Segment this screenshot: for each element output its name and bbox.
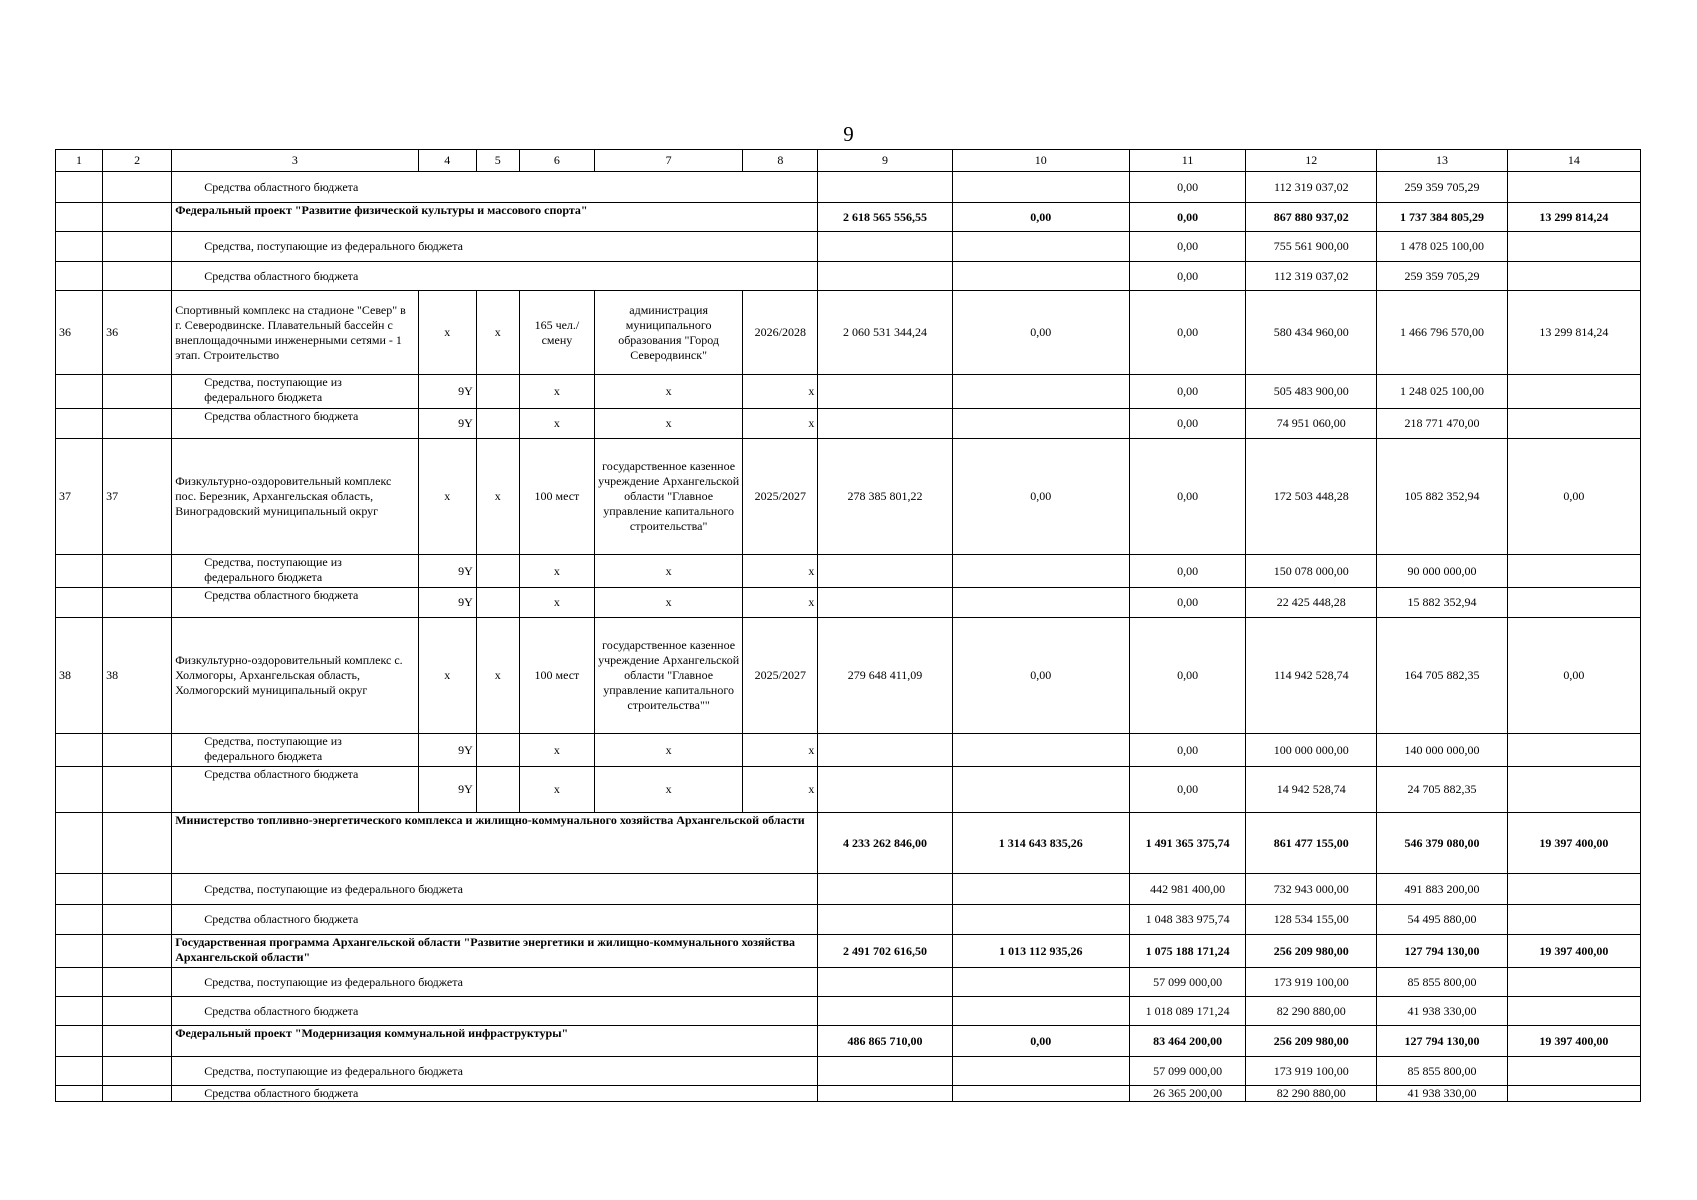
column-number-13: 13 bbox=[1377, 150, 1507, 172]
funding-source-label: Средства, поступающие из федерального бюджета bbox=[172, 375, 418, 409]
amount-col-10: 0,00 bbox=[952, 439, 1129, 555]
funding-source-label: Средства областного бюджета bbox=[172, 1086, 818, 1102]
col-2-cell bbox=[103, 375, 172, 409]
amount-col-9: 2 618 565 556,55 bbox=[818, 203, 952, 232]
col-5-value bbox=[476, 767, 519, 813]
amount-col-9 bbox=[818, 734, 952, 767]
table-row bbox=[56, 375, 1641, 409]
amount-col-12: 732 943 000,00 bbox=[1246, 874, 1377, 905]
capacity: х bbox=[519, 767, 594, 813]
amount-col-11: 0,00 bbox=[1129, 734, 1245, 767]
amount-col-9: 486 865 710,00 bbox=[818, 1026, 952, 1057]
amount-col-9 bbox=[818, 409, 952, 439]
period: х bbox=[743, 767, 818, 813]
column-number-1: 1 bbox=[56, 150, 103, 172]
col-5-value bbox=[476, 588, 519, 618]
amount-col-13: 218 771 470,00 bbox=[1377, 409, 1507, 439]
col-2-cell bbox=[103, 232, 172, 262]
amount-col-10 bbox=[952, 968, 1129, 997]
page-number: 9 bbox=[843, 122, 854, 146]
col-1-cell bbox=[56, 905, 103, 935]
table-row bbox=[56, 935, 1641, 968]
capacity: х bbox=[519, 555, 594, 588]
customer: х bbox=[594, 555, 742, 588]
amount-col-9: 278 385 801,22 bbox=[818, 439, 952, 555]
funding-source-label: Средства, поступающие из федерального бюджета bbox=[172, 968, 818, 997]
amount-col-10 bbox=[952, 409, 1129, 439]
funding-source-label: Средства областного бюджета bbox=[172, 588, 418, 618]
amount-col-9 bbox=[818, 262, 952, 291]
amount-col-14 bbox=[1507, 1057, 1640, 1086]
amount-col-13: 1 478 025 100,00 bbox=[1377, 232, 1507, 262]
amount-col-11: 1 075 188 171,24 bbox=[1129, 935, 1245, 968]
col-2-cell bbox=[103, 997, 172, 1026]
amount-col-14 bbox=[1507, 232, 1640, 262]
amount-col-10 bbox=[952, 555, 1129, 588]
column-number-12: 12 bbox=[1246, 150, 1377, 172]
amount-col-13: 41 938 330,00 bbox=[1377, 997, 1507, 1026]
amount-col-9 bbox=[818, 767, 952, 813]
amount-col-11: 0,00 bbox=[1129, 767, 1245, 813]
amount-col-12: 112 319 037,02 bbox=[1246, 262, 1377, 291]
funding-source-label: Средства областного бюджета bbox=[172, 262, 818, 291]
col-1-cell bbox=[56, 813, 103, 874]
col-2-cell bbox=[103, 203, 172, 232]
amount-col-10 bbox=[952, 232, 1129, 262]
customer: х bbox=[594, 588, 742, 618]
amount-col-13: 127 794 130,00 bbox=[1377, 935, 1507, 968]
col-1-cell bbox=[56, 997, 103, 1026]
amount-col-9 bbox=[818, 1057, 952, 1086]
table-row bbox=[56, 172, 1641, 203]
amount-col-9 bbox=[818, 172, 952, 203]
capacity: х bbox=[519, 375, 594, 409]
amount-col-14 bbox=[1507, 555, 1640, 588]
col-1-cell bbox=[56, 1057, 103, 1086]
col-1-cell bbox=[56, 734, 103, 767]
amount-col-9: 2 491 702 616,50 bbox=[818, 935, 952, 968]
period: 2025/2027 bbox=[743, 439, 818, 555]
period: х bbox=[743, 555, 818, 588]
customer: администрация муниципального образования "Город Северодвинск" bbox=[594, 291, 742, 375]
table-row bbox=[56, 874, 1641, 905]
section-title: Министерство топливно-энергетического комплекса и жилищно-коммунального хозяйства Архангельской области bbox=[172, 813, 818, 874]
amount-col-12: 867 880 937,02 bbox=[1246, 203, 1377, 232]
amount-col-10 bbox=[952, 172, 1129, 203]
amount-col-9 bbox=[818, 588, 952, 618]
capacity: х bbox=[519, 409, 594, 439]
col-2-cell bbox=[103, 1057, 172, 1086]
table-row bbox=[56, 813, 1641, 874]
table-row bbox=[56, 555, 1641, 588]
period: х bbox=[743, 588, 818, 618]
amount-col-14 bbox=[1507, 997, 1640, 1026]
amount-col-10: 0,00 bbox=[952, 291, 1129, 375]
amount-col-13: 1 737 384 805,29 bbox=[1377, 203, 1507, 232]
funding-source-label: Средства, поступающие из федерального бюджета bbox=[172, 734, 418, 767]
amount-col-10: 0,00 bbox=[952, 618, 1129, 734]
object-number: 38 bbox=[103, 618, 172, 734]
col-4-value: 9Y bbox=[418, 555, 476, 588]
section-title: Федеральный проект "Модернизация коммунальной инфраструктуры" bbox=[172, 1026, 818, 1057]
amount-col-14 bbox=[1507, 968, 1640, 997]
period: 2026/2028 bbox=[743, 291, 818, 375]
col-5-value: х bbox=[476, 439, 519, 555]
amount-col-10: 1 314 643 835,26 bbox=[952, 813, 1129, 874]
amount-col-13: 15 882 352,94 bbox=[1377, 588, 1507, 618]
amount-col-11: 83 464 200,00 bbox=[1129, 1026, 1245, 1057]
amount-col-12: 112 319 037,02 bbox=[1246, 172, 1377, 203]
amount-col-10 bbox=[952, 375, 1129, 409]
amount-col-10 bbox=[952, 767, 1129, 813]
amount-col-9 bbox=[818, 375, 952, 409]
amount-col-13: 140 000 000,00 bbox=[1377, 734, 1507, 767]
section-title: Федеральный проект "Развитие физической культуры и массового спорта" bbox=[172, 203, 818, 232]
funding-source-label: Средства, поступающие из федерального бюджета bbox=[172, 232, 818, 262]
amount-col-11: 26 365 200,00 bbox=[1129, 1086, 1245, 1102]
amount-col-13: 259 359 705,29 bbox=[1377, 262, 1507, 291]
amount-col-10: 0,00 bbox=[952, 1026, 1129, 1057]
col-5-value: х bbox=[476, 618, 519, 734]
funding-source-label: Средства, поступающие из федерального бюджета bbox=[172, 1057, 818, 1086]
budget-table bbox=[55, 149, 1641, 1102]
table-row bbox=[56, 291, 1641, 375]
col-1-cell bbox=[56, 767, 103, 813]
col-1-cell bbox=[56, 1026, 103, 1057]
col-1-cell bbox=[56, 262, 103, 291]
amount-col-9: 279 648 411,09 bbox=[818, 618, 952, 734]
table-row bbox=[56, 439, 1641, 555]
amount-col-13: 1 466 796 570,00 bbox=[1377, 291, 1507, 375]
amount-col-13: 41 938 330,00 bbox=[1377, 1086, 1507, 1102]
col-5-value bbox=[476, 555, 519, 588]
capacity: 165 чел./смену bbox=[519, 291, 594, 375]
funding-source-label: Средства областного бюджета bbox=[172, 905, 818, 935]
amount-col-12: 128 534 155,00 bbox=[1246, 905, 1377, 935]
col-2-cell bbox=[103, 734, 172, 767]
funding-source-label: Средства областного бюджета bbox=[172, 172, 818, 203]
amount-col-14: 13 299 814,24 bbox=[1507, 203, 1640, 232]
amount-col-12: 861 477 155,00 bbox=[1246, 813, 1377, 874]
period: х bbox=[743, 409, 818, 439]
column-number-8: 8 bbox=[743, 150, 818, 172]
amount-col-12: 256 209 980,00 bbox=[1246, 1026, 1377, 1057]
amount-col-10 bbox=[952, 905, 1129, 935]
amount-col-12: 82 290 880,00 bbox=[1246, 997, 1377, 1026]
amount-col-11: 0,00 bbox=[1129, 375, 1245, 409]
amount-col-14 bbox=[1507, 588, 1640, 618]
col-2-cell bbox=[103, 555, 172, 588]
amount-col-11: 0,00 bbox=[1129, 172, 1245, 203]
amount-col-12: 100 000 000,00 bbox=[1246, 734, 1377, 767]
column-number-14: 14 bbox=[1507, 150, 1640, 172]
amount-col-10: 0,00 bbox=[952, 203, 1129, 232]
column-number-5: 5 bbox=[476, 150, 519, 172]
amount-col-9 bbox=[818, 997, 952, 1026]
amount-col-13: 259 359 705,29 bbox=[1377, 172, 1507, 203]
column-number-4: 4 bbox=[418, 150, 476, 172]
amount-col-10: 1 013 112 935,26 bbox=[952, 935, 1129, 968]
funding-source-label: Средства областного бюджета bbox=[172, 409, 418, 439]
amount-col-11: 1 048 383 975,74 bbox=[1129, 905, 1245, 935]
amount-col-11: 0,00 bbox=[1129, 262, 1245, 291]
amount-col-10 bbox=[952, 1057, 1129, 1086]
col-2-cell bbox=[103, 905, 172, 935]
amount-col-14: 19 397 400,00 bbox=[1507, 1026, 1640, 1057]
amount-col-9: 4 233 262 846,00 bbox=[818, 813, 952, 874]
col-1-cell bbox=[56, 555, 103, 588]
amount-col-14: 0,00 bbox=[1507, 618, 1640, 734]
customer: х bbox=[594, 767, 742, 813]
customer: государственное казенное учреждение Архангельской области "Главное управление капитального строительства" bbox=[594, 439, 742, 555]
col-1-cell bbox=[56, 874, 103, 905]
table-row bbox=[56, 618, 1641, 734]
amount-col-13: 1 248 025 100,00 bbox=[1377, 375, 1507, 409]
col-1-cell bbox=[56, 588, 103, 618]
col-1-cell bbox=[56, 1086, 103, 1102]
object-number: 37 bbox=[103, 439, 172, 555]
amount-col-11: 442 981 400,00 bbox=[1129, 874, 1245, 905]
amount-col-13: 164 705 882,35 bbox=[1377, 618, 1507, 734]
amount-col-12: 580 434 960,00 bbox=[1246, 291, 1377, 375]
amount-col-13: 24 705 882,35 bbox=[1377, 767, 1507, 813]
table-row bbox=[56, 905, 1641, 935]
amount-col-9 bbox=[818, 968, 952, 997]
amount-col-14: 13 299 814,24 bbox=[1507, 291, 1640, 375]
capacity: х bbox=[519, 588, 594, 618]
amount-col-11: 0,00 bbox=[1129, 555, 1245, 588]
amount-col-9 bbox=[818, 905, 952, 935]
amount-col-14: 19 397 400,00 bbox=[1507, 935, 1640, 968]
table-row bbox=[56, 232, 1641, 262]
col-2-cell bbox=[103, 968, 172, 997]
amount-col-14 bbox=[1507, 1086, 1640, 1102]
amount-col-14 bbox=[1507, 409, 1640, 439]
column-number-2: 2 bbox=[103, 150, 172, 172]
col-5-value bbox=[476, 734, 519, 767]
capacity: 100 мест bbox=[519, 439, 594, 555]
capacity: х bbox=[519, 734, 594, 767]
amount-col-11: 1 491 365 375,74 bbox=[1129, 813, 1245, 874]
section-title: Государственная программа Архангельской области "Развитие энергетики и жилищно-коммунального хозяйства Архангельской области" bbox=[172, 935, 818, 968]
amount-col-12: 150 078 000,00 bbox=[1246, 555, 1377, 588]
col-1-cell bbox=[56, 172, 103, 203]
amount-col-12: 173 919 100,00 bbox=[1246, 1057, 1377, 1086]
amount-col-12: 256 209 980,00 bbox=[1246, 935, 1377, 968]
table-row bbox=[56, 409, 1641, 439]
col-4-value: 9Y bbox=[418, 734, 476, 767]
amount-col-14 bbox=[1507, 734, 1640, 767]
amount-col-13: 85 855 800,00 bbox=[1377, 968, 1507, 997]
amount-col-13: 127 794 130,00 bbox=[1377, 1026, 1507, 1057]
period: 2025/2027 bbox=[743, 618, 818, 734]
col-2-cell bbox=[103, 767, 172, 813]
row-number: 37 bbox=[56, 439, 103, 555]
amount-col-12: 14 942 528,74 bbox=[1246, 767, 1377, 813]
table-row bbox=[56, 203, 1641, 232]
col-2-cell bbox=[103, 874, 172, 905]
column-number-9: 9 bbox=[818, 150, 952, 172]
column-number-3: 3 bbox=[172, 150, 418, 172]
column-number-10: 10 bbox=[952, 150, 1129, 172]
col-4-value: 9Y bbox=[418, 767, 476, 813]
period: х bbox=[743, 375, 818, 409]
amount-col-9 bbox=[818, 874, 952, 905]
object-name: Спортивный комплекс на стадионе "Север" в г. Северодвинске. Плавательный бассейн с внеплощадочными инженерными сетями - 1 этап. Строительство bbox=[172, 291, 418, 375]
col-1-cell bbox=[56, 203, 103, 232]
col-1-cell bbox=[56, 935, 103, 968]
column-number-6: 6 bbox=[519, 150, 594, 172]
funding-source-label: Средства областного бюджета bbox=[172, 997, 818, 1026]
amount-col-11: 0,00 bbox=[1129, 618, 1245, 734]
amount-col-14 bbox=[1507, 375, 1640, 409]
amount-col-13: 90 000 000,00 bbox=[1377, 555, 1507, 588]
customer: х bbox=[594, 375, 742, 409]
amount-col-9: 2 060 531 344,24 bbox=[818, 291, 952, 375]
col-2-cell bbox=[103, 262, 172, 291]
amount-col-14: 19 397 400,00 bbox=[1507, 813, 1640, 874]
amount-col-10 bbox=[952, 874, 1129, 905]
amount-col-14 bbox=[1507, 905, 1640, 935]
table-row bbox=[56, 767, 1641, 813]
row-number: 38 bbox=[56, 618, 103, 734]
capacity: 100 мест bbox=[519, 618, 594, 734]
col-2-cell bbox=[103, 588, 172, 618]
amount-col-14 bbox=[1507, 767, 1640, 813]
object-number: 36 bbox=[103, 291, 172, 375]
col-5-value bbox=[476, 409, 519, 439]
col-1-cell bbox=[56, 409, 103, 439]
col-4-value: х bbox=[418, 618, 476, 734]
table-row bbox=[56, 968, 1641, 997]
col-5-value: х bbox=[476, 291, 519, 375]
amount-col-10 bbox=[952, 997, 1129, 1026]
amount-col-11: 57 099 000,00 bbox=[1129, 1057, 1245, 1086]
amount-col-11: 57 099 000,00 bbox=[1129, 968, 1245, 997]
column-number-row bbox=[56, 150, 1641, 172]
amount-col-12: 505 483 900,00 bbox=[1246, 375, 1377, 409]
amount-col-13: 491 883 200,00 bbox=[1377, 874, 1507, 905]
amount-col-12: 172 503 448,28 bbox=[1246, 439, 1377, 555]
amount-col-10 bbox=[952, 734, 1129, 767]
amount-col-12: 22 425 448,28 bbox=[1246, 588, 1377, 618]
amount-col-12: 74 951 060,00 bbox=[1246, 409, 1377, 439]
col-2-cell bbox=[103, 813, 172, 874]
col-2-cell bbox=[103, 172, 172, 203]
amount-col-9 bbox=[818, 1086, 952, 1102]
col-2-cell bbox=[103, 1086, 172, 1102]
column-number-11: 11 bbox=[1129, 150, 1245, 172]
amount-col-11: 0,00 bbox=[1129, 439, 1245, 555]
amount-col-13: 85 855 800,00 bbox=[1377, 1057, 1507, 1086]
table-row bbox=[56, 1086, 1641, 1102]
amount-col-14 bbox=[1507, 874, 1640, 905]
col-4-value: 9Y bbox=[418, 588, 476, 618]
amount-col-12: 755 561 900,00 bbox=[1246, 232, 1377, 262]
table-row bbox=[56, 588, 1641, 618]
funding-source-label: Средства, поступающие из федерального бюджета bbox=[172, 555, 418, 588]
amount-col-13: 546 379 080,00 bbox=[1377, 813, 1507, 874]
col-2-cell bbox=[103, 409, 172, 439]
amount-col-10 bbox=[952, 588, 1129, 618]
col-4-value: 9Y bbox=[418, 375, 476, 409]
col-4-value: 9Y bbox=[418, 409, 476, 439]
amount-col-9 bbox=[818, 555, 952, 588]
amount-col-12: 114 942 528,74 bbox=[1246, 618, 1377, 734]
funding-source-label: Средства областного бюджета bbox=[172, 767, 418, 813]
amount-col-11: 0,00 bbox=[1129, 588, 1245, 618]
amount-col-14 bbox=[1507, 262, 1640, 291]
amount-col-14 bbox=[1507, 172, 1640, 203]
col-1-cell bbox=[56, 232, 103, 262]
amount-col-9 bbox=[818, 232, 952, 262]
period: х bbox=[743, 734, 818, 767]
amount-col-14: 0,00 bbox=[1507, 439, 1640, 555]
amount-col-12: 173 919 100,00 bbox=[1246, 968, 1377, 997]
amount-col-12: 82 290 880,00 bbox=[1246, 1086, 1377, 1102]
object-name: Физкультурно-оздоровительный комплекс пос. Березник, Архангельская область, Виноградовский муниципальный округ bbox=[172, 439, 418, 555]
table-row bbox=[56, 262, 1641, 291]
column-number-7: 7 bbox=[594, 150, 742, 172]
col-5-value bbox=[476, 375, 519, 409]
amount-col-10 bbox=[952, 262, 1129, 291]
col-1-cell bbox=[56, 375, 103, 409]
table-row bbox=[56, 1026, 1641, 1057]
col-4-value: х bbox=[418, 439, 476, 555]
funding-source-label: Средства, поступающие из федерального бюджета bbox=[172, 874, 818, 905]
amount-col-11: 1 018 089 171,24 bbox=[1129, 997, 1245, 1026]
amount-col-11: 0,00 bbox=[1129, 232, 1245, 262]
amount-col-11: 0,00 bbox=[1129, 409, 1245, 439]
col-1-cell bbox=[56, 968, 103, 997]
amount-col-11: 0,00 bbox=[1129, 203, 1245, 232]
table-row bbox=[56, 1057, 1641, 1086]
object-name: Физкультурно-оздоровительный комплекс с. Холмогоры, Архангельская область, Холмогорский муниципальный округ bbox=[172, 618, 418, 734]
table-row bbox=[56, 734, 1641, 767]
amount-col-13: 105 882 352,94 bbox=[1377, 439, 1507, 555]
customer: государственное казенное учреждение Архангельской области "Главное управление капитального строительства"" bbox=[594, 618, 742, 734]
customer: х bbox=[594, 409, 742, 439]
row-number: 36 bbox=[56, 291, 103, 375]
amount-col-13: 54 495 880,00 bbox=[1377, 905, 1507, 935]
amount-col-10 bbox=[952, 1086, 1129, 1102]
customer: х bbox=[594, 734, 742, 767]
table-row bbox=[56, 997, 1641, 1026]
col-4-value: х bbox=[418, 291, 476, 375]
amount-col-11: 0,00 bbox=[1129, 291, 1245, 375]
col-2-cell bbox=[103, 1026, 172, 1057]
col-2-cell bbox=[103, 935, 172, 968]
